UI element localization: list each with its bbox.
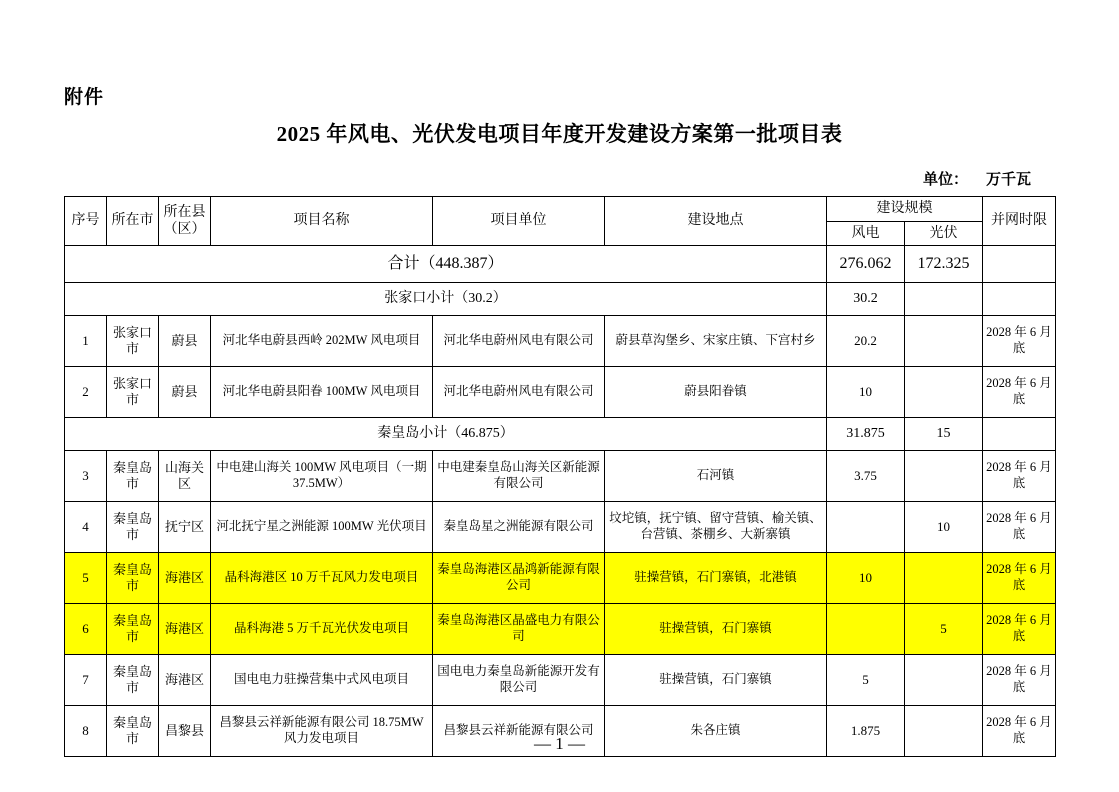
row-project-name: 晶科海港 5 万千瓦光伏发电项目 (211, 604, 433, 655)
row-county: 海港区 (159, 604, 211, 655)
row-project-unit: 河北华电蔚州风电有限公司 (433, 367, 605, 418)
row-solar: 5 (905, 604, 983, 655)
table-row (65, 316, 1056, 367)
subtotal-grid-deadline (983, 418, 1056, 451)
header-county: 所在县（区） (159, 197, 211, 246)
row-project-unit: 河北华电蔚州风电有限公司 (433, 316, 605, 367)
row-city: 张家口市 (107, 316, 159, 367)
row-county: 抚宁区 (159, 502, 211, 553)
row-grid-deadline: 2028 年 6 月底 (983, 451, 1056, 502)
row-project-unit: 秦皇岛星之洲能源有限公司 (433, 502, 605, 553)
row-location: 石河镇 (605, 451, 827, 502)
table-row (65, 502, 1056, 553)
row-location: 驻操营镇，石门寨镇 (605, 604, 827, 655)
row-county: 蔚县 (159, 367, 211, 418)
header-location: 建设地点 (605, 197, 827, 246)
row-city: 秦皇岛市 (107, 604, 159, 655)
row-wind: 10 (827, 553, 905, 604)
row-wind (827, 502, 905, 553)
row-seq: 7 (65, 655, 107, 706)
row-project-name: 中电建山海关 100MW 风电项目（一期 37.5MW） (211, 451, 433, 502)
row-project-name: 河北抚宁星之洲能源 100MW 光伏项目 (211, 502, 433, 553)
row-solar (905, 316, 983, 367)
row-county: 昌黎县 (159, 706, 211, 757)
row-seq: 2 (65, 367, 107, 418)
row-seq: 6 (65, 604, 107, 655)
subtotal-row (65, 418, 1056, 451)
total-row (65, 246, 1056, 283)
table-row (65, 604, 1056, 655)
row-grid-deadline: 2028 年 6 月底 (983, 706, 1056, 757)
header-project-unit: 项目单位 (433, 197, 605, 246)
header-city: 所在市 (107, 197, 159, 246)
row-city: 秦皇岛市 (107, 502, 159, 553)
row-wind: 1.875 (827, 706, 905, 757)
table-body (65, 246, 1056, 757)
row-county: 蔚县 (159, 316, 211, 367)
row-project-name: 国电电力驻操营集中式风电项目 (211, 655, 433, 706)
row-project-name: 河北华电蔚县西岭 202MW 风电项目 (211, 316, 433, 367)
subtotal-wind: 31.875 (827, 418, 905, 451)
row-city: 秦皇岛市 (107, 553, 159, 604)
row-project-unit: 国电电力秦皇岛新能源开发有限公司 (433, 655, 605, 706)
unit-note (923, 168, 1031, 189)
row-wind: 3.75 (827, 451, 905, 502)
table-row (65, 451, 1056, 502)
row-grid-deadline: 2028 年 6 月底 (983, 367, 1056, 418)
row-grid-deadline: 2028 年 6 月底 (983, 604, 1056, 655)
row-wind: 20.2 (827, 316, 905, 367)
row-seq: 3 (65, 451, 107, 502)
row-solar (905, 553, 983, 604)
row-location: 朱各庄镇 (605, 706, 827, 757)
header-scale-group: 建设规模 (827, 197, 983, 222)
total-label: 合计（448.387） (65, 246, 827, 283)
row-seq: 4 (65, 502, 107, 553)
row-project-name: 河北华电蔚县阳眷 100MW 风电项目 (211, 367, 433, 418)
total-wind: 276.062 (827, 246, 905, 283)
row-grid-deadline: 2028 年 6 月底 (983, 553, 1056, 604)
row-seq: 5 (65, 553, 107, 604)
subtotal-wind: 30.2 (827, 283, 905, 316)
header-grid-deadline: 并网时限 (983, 197, 1056, 246)
attachment-label: 附件 (64, 87, 105, 108)
row-seq: 8 (65, 706, 107, 757)
row-county: 海港区 (159, 553, 211, 604)
row-project-name: 昌黎县云祥新能源有限公司 18.75MW 风力发电项目 (211, 706, 433, 757)
subtotal-solar (905, 283, 983, 316)
row-wind: 10 (827, 367, 905, 418)
subtotal-label: 秦皇岛小计（46.875） (65, 418, 827, 451)
row-project-unit: 秦皇岛海港区晶盛电力有限公司 (433, 604, 605, 655)
row-location: 蔚县阳眷镇 (605, 367, 827, 418)
row-location: 驻操营镇，石门寨镇，北港镇 (605, 553, 827, 604)
row-county: 海港区 (159, 655, 211, 706)
row-solar: 10 (905, 502, 983, 553)
row-project-unit: 秦皇岛海港区晶鸿新能源有限公司 (433, 553, 605, 604)
table-row (65, 655, 1056, 706)
subtotal-solar: 15 (905, 418, 983, 451)
header-solar: 光伏 (905, 221, 983, 246)
row-county: 山海关区 (159, 451, 211, 502)
row-solar (905, 367, 983, 418)
project-table (64, 196, 1056, 757)
total-solar: 172.325 (905, 246, 983, 283)
row-project-unit: 昌黎县云祥新能源有限公司 (433, 706, 605, 757)
row-city: 秦皇岛市 (107, 451, 159, 502)
row-wind: 5 (827, 655, 905, 706)
row-grid-deadline: 2028 年 6 月底 (983, 316, 1056, 367)
row-city: 秦皇岛市 (107, 706, 159, 757)
row-city: 张家口市 (107, 367, 159, 418)
row-project-name: 晶科海港区 10 万千瓦风力发电项目 (211, 553, 433, 604)
unit-value: 万千瓦 (985, 172, 1031, 188)
header-project-name: 项目名称 (211, 197, 433, 246)
total-grid-deadline (983, 246, 1056, 283)
row-grid-deadline: 2028 年 6 月底 (983, 502, 1056, 553)
row-grid-deadline: 2028 年 6 月底 (983, 655, 1056, 706)
row-solar (905, 655, 983, 706)
subtotal-row (65, 283, 1056, 316)
header-seq: 序号 (65, 197, 107, 246)
row-wind (827, 604, 905, 655)
row-location: 驻操营镇，石门寨镇 (605, 655, 827, 706)
subtotal-grid-deadline (983, 283, 1056, 316)
unit-label: 单位： (922, 172, 968, 188)
row-location: 坟坨镇，抚宁镇、留守营镇、榆关镇、台营镇、茶棚乡、大新寨镇 (605, 502, 827, 553)
header-wind: 风电 (827, 221, 905, 246)
page-title: 2025 年风电、光伏发电项目年度开发建设方案第一批项目表 (276, 122, 843, 146)
subtotal-label: 张家口小计（30.2） (65, 283, 827, 316)
row-city: 秦皇岛市 (107, 655, 159, 706)
page-number: — 1 — (534, 734, 585, 753)
table-header-row-1 (65, 197, 1056, 222)
row-solar (905, 451, 983, 502)
row-location: 蔚县草沟堡乡、宋家庄镇、下宫村乡 (605, 316, 827, 367)
row-project-unit: 中电建秦皇岛山海关区新能源有限公司 (433, 451, 605, 502)
row-seq: 1 (65, 316, 107, 367)
table-row (65, 553, 1056, 604)
table-row (65, 367, 1056, 418)
